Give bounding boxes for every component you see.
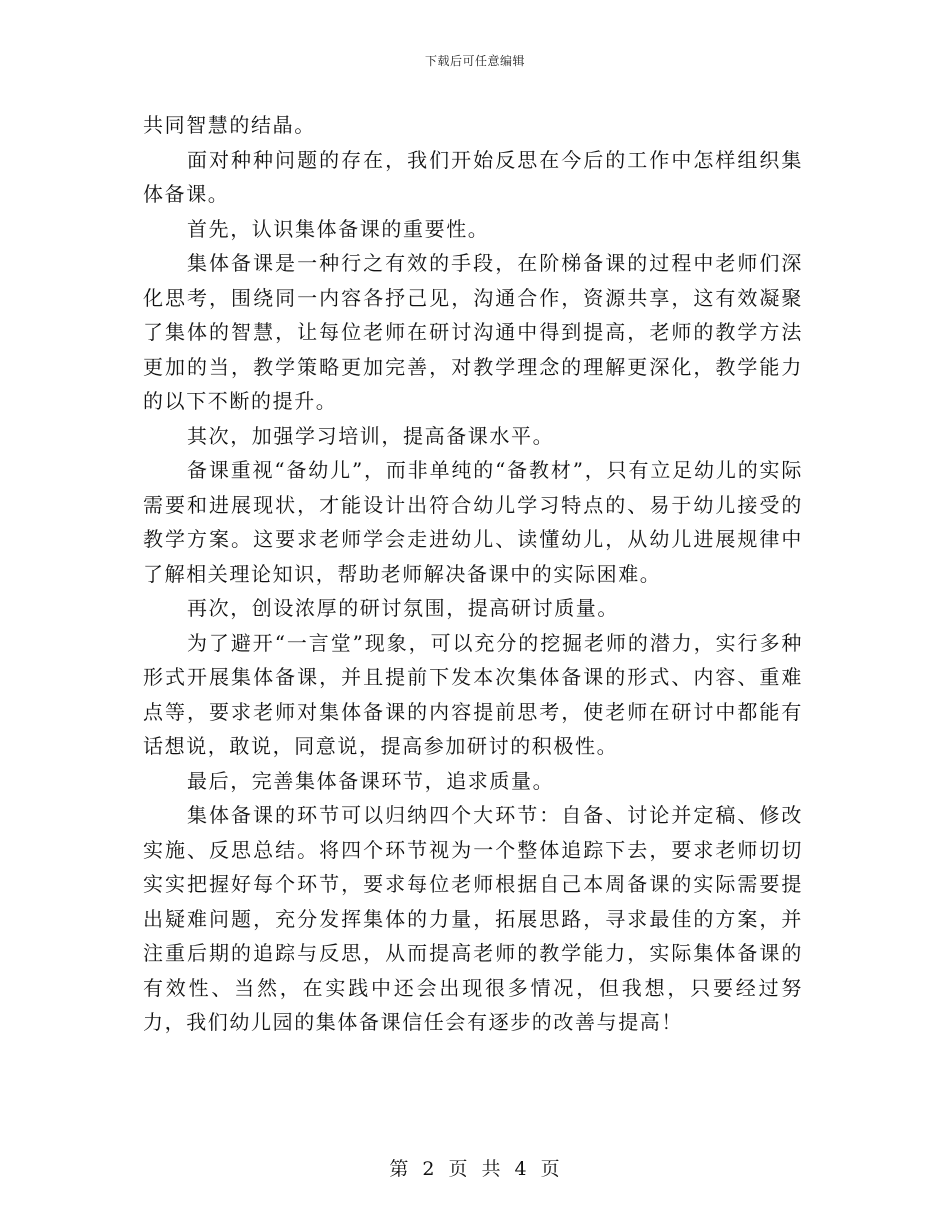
paragraph-10: 集体备课的环节可以归纳四个大环节：自备、讨论并定稿、修改实施、反思总结。将四个环节视为一个整体追踪下去，要求老师切切实实把握好每个环节，要求每位老师根据自己本周备课的实际需要提出疑难问题，充分发挥集体的力量，拓展思路，寻求最佳的方案，并注重后期的追踪与反思，从而提高老师的教学能力，实际集体备课的有效性、当然，在实践中还会出现很多情况，但我想，只要经过努力，我们幼儿园的集体备课信任会有逐步的改善与提高！	[143, 803, 803, 1034]
document-body	[143, 108, 803, 1040]
page-header: 下载后可任意编辑	[424, 54, 525, 68]
paragraph-9-heading: 最后，完善集体备课环节，追求质量。	[187, 768, 555, 793]
paragraph-5-heading: 其次，加强学习培训，提高备课水平。	[187, 423, 555, 448]
paragraph-7-heading: 再次，创设浓厚的研讨氛围，提高研讨质量。	[187, 596, 619, 620]
paragraph-6: 备课重视“备幼儿”，而非单纯的“备教材”，只有立足幼儿的实际需要和进展现状，才能设计出符合幼儿学习特点的、易于幼儿接受的教学方案。这要求老师学会走进幼儿、读懂幼儿，从幼儿进展规律中了解相关理论知识，帮助老师解决备课中的实际困难。	[143, 458, 803, 586]
paragraph-1: 共同智慧的结晶。	[143, 113, 316, 137]
paragraph-4: 集体备课是一种行之有效的手段，在阶梯备课的过程中老师们深化思考，围绕同一内容各抒己见，沟通合作，资源共享，这有效凝聚了集体的智慧，让每位老师在研讨沟通中得到提高，老师的教学方法更加的当，教学策略更加完善，对教学理念的理解更深化，教学能力的以下不断的提升。	[143, 251, 803, 413]
paragraph-8: 为了避开“一言堂”现象，可以充分的挖掘老师的潜力，实行多种形式开展集体备课，并且提前下发本次集体备课的形式、内容、重难点等，要求老师对集体备课的内容提前思考，使老师在研讨中都能有话想说，敢说，同意说，提高参加研讨的积极性。	[143, 630, 803, 758]
paragraph-2: 面对种种问题的存在，我们开始反思在今后的工作中怎样组织集体备课。	[143, 147, 803, 206]
page-number-footer: 第 2 页 共 4 页	[389, 1158, 561, 1180]
paragraph-3-heading: 首先，认识集体备课的重要性。	[187, 216, 490, 241]
